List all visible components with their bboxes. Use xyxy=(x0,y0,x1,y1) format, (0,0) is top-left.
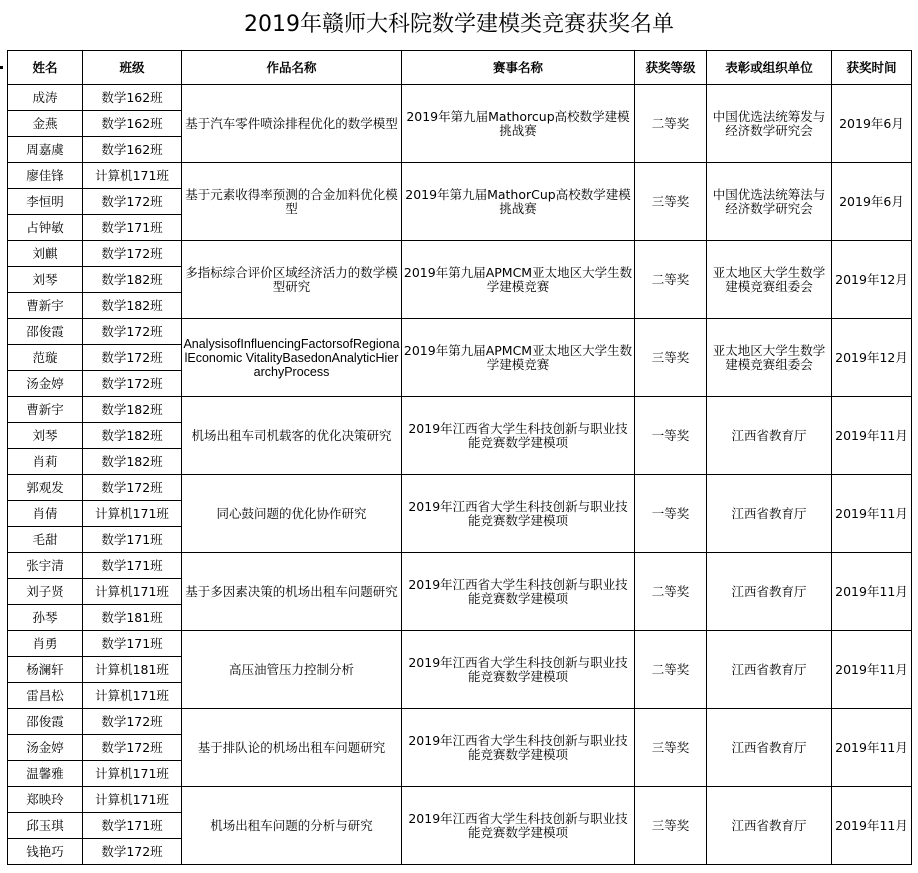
award-level-cell[interactable]: 二等奖 xyxy=(635,241,707,319)
header-class[interactable]: 班级 xyxy=(83,51,182,85)
award-time-cell[interactable]: 2019年11月 xyxy=(832,553,912,631)
award-level-cell[interactable]: 二等奖 xyxy=(635,631,707,709)
award-time-cell[interactable]: 2019年11月 xyxy=(832,787,912,865)
organizer-cell[interactable]: 亚太地区大学生数学建模竞赛组委会 xyxy=(707,319,832,397)
award-level-cell[interactable]: 一等奖 xyxy=(635,397,707,475)
header-name[interactable]: 姓名 xyxy=(8,51,83,85)
organizer-cell[interactable]: 江西省教育厅 xyxy=(707,631,832,709)
member-name-cell[interactable]: 周嘉虞 xyxy=(8,137,83,163)
table-row xyxy=(8,475,912,501)
member-name-cell[interactable]: 邵俊霞 xyxy=(8,319,83,345)
member-class-cell[interactable]: 计算机171班 xyxy=(83,579,182,605)
organizer-cell[interactable]: 中国优选法统筹发与经济数学研究会 xyxy=(707,85,832,163)
member-class-cell[interactable]: 数学172班 xyxy=(83,371,182,397)
award-time-cell[interactable]: 2019年11月 xyxy=(832,709,912,787)
contest-cell[interactable]: 2019年江西省大学生科技创新与职业技能竞赛数学建模项 xyxy=(402,787,635,865)
member-name-cell[interactable]: 郑映玲 xyxy=(8,787,83,813)
organizer-cell[interactable]: 江西省教育厅 xyxy=(707,475,832,553)
award-level-cell[interactable]: 三等奖 xyxy=(635,709,707,787)
member-class-cell[interactable]: 数学171班 xyxy=(83,631,182,657)
member-name-cell[interactable]: 肖倩 xyxy=(8,501,83,527)
member-class-cell[interactable]: 数学172班 xyxy=(83,709,182,735)
organizer-cell[interactable]: 中国优选法统筹法与经济数学研究会 xyxy=(707,163,832,241)
contest-cell[interactable]: 2019年第九届Mathorcup高校数学建模挑战赛 xyxy=(402,85,635,163)
table-row xyxy=(8,553,912,579)
member-name-cell[interactable]: 毛甜 xyxy=(8,527,83,553)
member-class-cell[interactable]: 计算机171班 xyxy=(83,683,182,709)
member-class-cell[interactable]: 计算机171班 xyxy=(83,761,182,787)
work-title-cell[interactable]: 多指标综合评价区域经济活力的数学模型研究 xyxy=(182,241,402,319)
member-name-cell[interactable]: 曹新宇 xyxy=(8,293,83,319)
contest-cell[interactable]: 2019年江西省大学生科技创新与职业技能竞赛数学建模项 xyxy=(402,397,635,475)
member-name-cell[interactable]: 廖佳锋 xyxy=(8,163,83,189)
work-title-cell[interactable]: 同心鼓问题的优化协作研究 xyxy=(182,475,402,553)
member-name-cell[interactable]: 刘琴 xyxy=(8,423,83,449)
award-level-cell[interactable]: 三等奖 xyxy=(635,787,707,865)
member-name-cell[interactable]: 刘子贤 xyxy=(8,579,83,605)
organizer-cell[interactable]: 江西省教育厅 xyxy=(707,553,832,631)
member-name-cell[interactable]: 张宇清 xyxy=(8,553,83,579)
cell-selector-mark xyxy=(0,66,3,69)
header-org[interactable]: 表彰或组织单位 xyxy=(707,51,832,85)
work-title-cell[interactable]: 基于排队论的机场出租车问题研究 xyxy=(182,709,402,787)
table-row xyxy=(8,319,912,345)
member-name-cell[interactable]: 李恒明 xyxy=(8,189,83,215)
organizer-cell[interactable]: 江西省教育厅 xyxy=(707,787,832,865)
member-class-cell[interactable]: 数学182班 xyxy=(83,423,182,449)
member-name-cell[interactable]: 杨澜轩 xyxy=(8,657,83,683)
member-class-cell[interactable]: 数学172班 xyxy=(83,345,182,371)
member-name-cell[interactable]: 孙琴 xyxy=(8,605,83,631)
table-row xyxy=(8,787,912,813)
contest-cell[interactable]: 2019年第九届APMCM亚太地区大学生数学建模竞赛 xyxy=(402,319,635,397)
contest-cell[interactable]: 2019年第九届MathorCup高校数学建模挑战赛 xyxy=(402,163,635,241)
work-title-cell[interactable]: AnalysisofInfluencingFactorsofRegionalEconomic VitalityBasedonAnalyticHierarchyProcess xyxy=(182,319,402,397)
contest-cell[interactable]: 2019年第九届APMCM亚太地区大学生数学建模竞赛 xyxy=(402,241,635,319)
member-class-cell[interactable]: 计算机181班 xyxy=(83,657,182,683)
award-level-cell[interactable]: 三等奖 xyxy=(635,319,707,397)
contest-cell[interactable]: 2019年江西省大学生科技创新与职业技能竞赛数学建模项 xyxy=(402,553,635,631)
award-time-cell[interactable]: 2019年11月 xyxy=(832,475,912,553)
member-name-cell[interactable]: 金燕 xyxy=(8,111,83,137)
member-name-cell[interactable]: 肖勇 xyxy=(8,631,83,657)
member-class-cell[interactable]: 数学172班 xyxy=(83,319,182,345)
header-contest[interactable]: 赛事名称 xyxy=(402,51,635,85)
member-name-cell[interactable]: 雷昌松 xyxy=(8,683,83,709)
member-class-cell[interactable]: 数学172班 xyxy=(83,839,182,865)
member-class-cell[interactable]: 计算机171班 xyxy=(83,163,182,189)
member-name-cell[interactable]: 占钟敏 xyxy=(8,215,83,241)
contest-cell[interactable]: 2019年江西省大学生科技创新与职业技能竞赛数学建模项 xyxy=(402,631,635,709)
member-class-cell[interactable]: 数学182班 xyxy=(83,293,182,319)
member-name-cell[interactable]: 钱艳巧 xyxy=(8,839,83,865)
table-row xyxy=(8,163,912,189)
member-name-cell[interactable]: 郭观发 xyxy=(8,475,83,501)
organizer-cell[interactable]: 江西省教育厅 xyxy=(707,709,832,787)
member-name-cell[interactable]: 邱玉琪 xyxy=(8,813,83,839)
table-row xyxy=(8,709,912,735)
table-row xyxy=(8,397,912,423)
header-work[interactable]: 作品名称 xyxy=(182,51,402,85)
table-row xyxy=(8,631,912,657)
award-time-cell[interactable]: 2019年12月 xyxy=(832,319,912,397)
award-level-cell[interactable]: 二等奖 xyxy=(635,553,707,631)
member-name-cell[interactable]: 刘琴 xyxy=(8,267,83,293)
header-row xyxy=(8,51,912,85)
member-class-cell[interactable]: 数学172班 xyxy=(83,189,182,215)
header-level[interactable]: 获奖等级 xyxy=(635,51,707,85)
member-class-cell[interactable]: 数学171班 xyxy=(83,813,182,839)
table-row xyxy=(8,85,912,111)
table-body xyxy=(8,85,912,865)
member-class-cell[interactable]: 数学162班 xyxy=(83,137,182,163)
member-name-cell[interactable]: 肖莉 xyxy=(8,449,83,475)
award-time-cell[interactable]: 2019年11月 xyxy=(832,631,912,709)
award-time-cell[interactable]: 2019年6月 xyxy=(832,163,912,241)
member-name-cell[interactable]: 成涛 xyxy=(8,85,83,111)
award-level-cell[interactable]: 三等奖 xyxy=(635,163,707,241)
member-class-cell[interactable]: 数学181班 xyxy=(83,605,182,631)
member-class-cell[interactable]: 数学182班 xyxy=(83,449,182,475)
contest-cell[interactable]: 2019年江西省大学生科技创新与职业技能竞赛数学建模项 xyxy=(402,709,635,787)
award-time-cell[interactable]: 2019年6月 xyxy=(832,85,912,163)
member-name-cell[interactable]: 温馨雅 xyxy=(8,761,83,787)
member-name-cell[interactable]: 邵俊霞 xyxy=(8,709,83,735)
member-class-cell[interactable]: 数学162班 xyxy=(83,111,182,137)
award-time-cell[interactable]: 2019年12月 xyxy=(832,241,912,319)
member-class-cell[interactable]: 数学171班 xyxy=(83,215,182,241)
work-title-cell[interactable]: 机场出租车问题的分析与研究 xyxy=(182,787,402,865)
page-title: 2019年赣师大科院数学建模类竞赛获奖名单 xyxy=(244,12,674,37)
awards-table xyxy=(7,50,912,865)
member-class-cell[interactable]: 计算机171班 xyxy=(83,787,182,813)
work-title-cell[interactable]: 基于汽车零件喷涂排程优化的数学模型 xyxy=(182,85,402,163)
work-title-cell[interactable]: 机场出租车司机载客的优化决策研究 xyxy=(182,397,402,475)
member-class-cell[interactable]: 数学182班 xyxy=(83,397,182,423)
member-class-cell[interactable]: 数学172班 xyxy=(83,475,182,501)
member-class-cell[interactable]: 数学171班 xyxy=(83,553,182,579)
work-title-cell[interactable]: 高压油管压力控制分析 xyxy=(182,631,402,709)
award-level-cell[interactable]: 二等奖 xyxy=(635,85,707,163)
member-name-cell[interactable]: 刘麒 xyxy=(8,241,83,267)
table-row xyxy=(8,241,912,267)
member-name-cell[interactable]: 汤金婷 xyxy=(8,735,83,761)
member-class-cell[interactable]: 计算机171班 xyxy=(83,501,182,527)
work-title-cell[interactable]: 基于元素收得率预测的合金加料优化模型 xyxy=(182,163,402,241)
header-time[interactable]: 获奖时间 xyxy=(832,51,912,85)
contest-cell[interactable]: 2019年江西省大学生科技创新与职业技能竞赛数学建模项 xyxy=(402,475,635,553)
organizer-cell[interactable]: 江西省教育厅 xyxy=(707,397,832,475)
award-time-cell[interactable]: 2019年11月 xyxy=(832,397,912,475)
award-level-cell[interactable]: 一等奖 xyxy=(635,475,707,553)
member-class-cell[interactable]: 数学172班 xyxy=(83,241,182,267)
member-class-cell[interactable]: 数学172班 xyxy=(83,735,182,761)
member-name-cell[interactable]: 范璇 xyxy=(8,345,83,371)
member-name-cell[interactable]: 曹新宇 xyxy=(8,397,83,423)
member-class-cell[interactable]: 数学171班 xyxy=(83,527,182,553)
work-title-cell[interactable]: 基于多因素决策的机场出租车问题研究 xyxy=(182,553,402,631)
organizer-cell[interactable]: 亚太地区大学生数学建模竞赛组委会 xyxy=(707,241,832,319)
member-class-cell[interactable]: 数学182班 xyxy=(83,267,182,293)
member-name-cell[interactable]: 汤金婷 xyxy=(8,371,83,397)
member-class-cell[interactable]: 数学162班 xyxy=(83,85,182,111)
